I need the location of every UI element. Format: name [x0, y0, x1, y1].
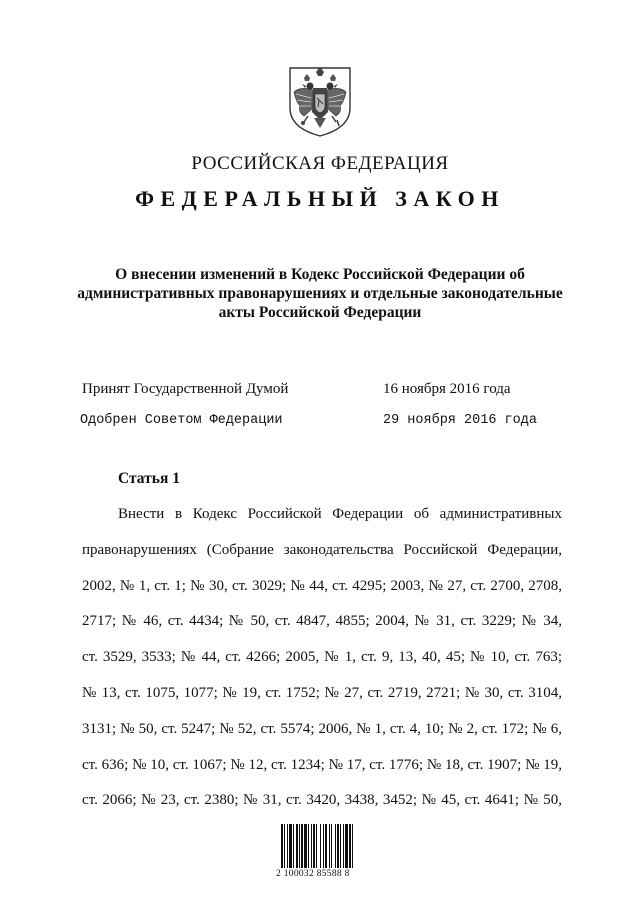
- coat-of-arms-icon: [286, 62, 354, 138]
- law-title-line: акты Российской Федерации: [218, 304, 422, 321]
- article-text-line: 3131; № 50, ст. 5247; № 52, ст. 5574; 2006, № 1, ст. 4, 10; № 2, ст. 172; № 6,: [82, 720, 562, 737]
- article-heading: Статья 1: [118, 470, 180, 487]
- law-title-line: О внесении изменений в Кодекс Российской Федерации об: [115, 266, 525, 283]
- council-approval-date: 29 ноября 2016 года: [383, 413, 537, 428]
- article-text-line: Внести в Кодекс Российской Федерации об административных: [118, 506, 562, 522]
- document-type-heading: ФЕДЕРАЛЬНЫЙ ЗАКОН: [135, 186, 505, 211]
- article-text-line: № 13, ст. 1075, 1077; № 19, ст. 1752; № 27, ст. 2719, 2721; № 30, ст. 3104,: [82, 684, 562, 701]
- article-text-line: ст. 2066; № 23, ст. 2380; № 31, ст. 3420, 3438, 3452; № 45, ст. 4641; № 50,: [82, 792, 562, 809]
- article-text-line: 2002, № 1, ст. 1; № 30, ст. 3029; № 44, ст. 4295; 2003, № 27, ст. 2700, 2708,: [82, 577, 562, 594]
- country-heading: РОССИЙСКАЯ ФЕДЕРАЦИЯ: [191, 153, 449, 174]
- law-title: [70, 265, 570, 322]
- council-approval-label: Одобрен Советом Федерации: [80, 413, 283, 428]
- duma-adoption-date: 16 ноября 2016 года: [383, 381, 511, 397]
- barcode: [276, 818, 366, 882]
- article-body: [82, 497, 562, 819]
- duma-adoption-label: Принят Государственной Думой: [82, 381, 289, 397]
- law-title-line: административных правонарушениях и отдельные законодательные: [77, 285, 563, 302]
- article-text-line: ст. 636; № 10, ст. 1067; № 12, ст. 1234; № 17, ст. 1776; № 18, ст. 1907; № 19,: [82, 756, 562, 773]
- article-text-line: 2717; № 46, ст. 4434; № 50, ст. 4847, 4855; 2004, № 31, ст. 3229; № 34,: [82, 613, 562, 630]
- article-text-line: ст. 3529, 3533; № 44, ст. 4266; 2005, № 1, ст. 9, 13, 40, 45; № 10, ст. 763;: [82, 649, 562, 666]
- article-text-line: правонарушениях (Собрание законодательства Российской Федерации,: [82, 541, 562, 558]
- barcode-number: 2 100032 85588 8: [276, 869, 350, 879]
- barcode-icon: [281, 824, 361, 868]
